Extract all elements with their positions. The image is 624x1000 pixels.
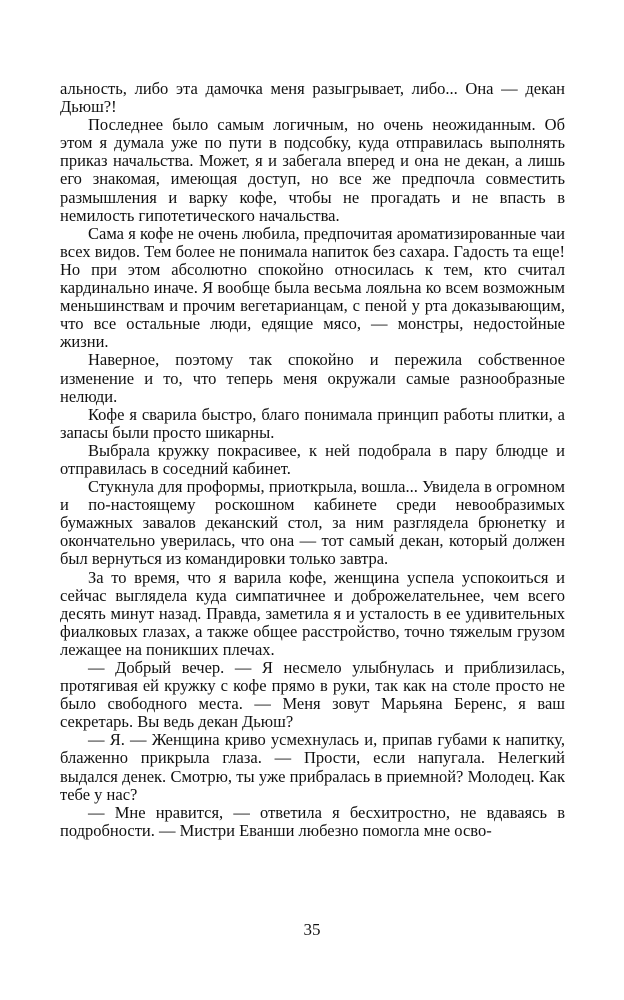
paragraph: — Мне нравится, — ответила я бесхитростно, не вдаваясь в подробности. — Мистри Еванши любезно помогла мне осво- bbox=[60, 802, 565, 840]
paragraph: Последнее было самым логичным, но очень неожиданным. Об этом я думала уже по пути в подсобку, куда отправилась выполнять приказ начальства. Может, я и забегала вперед и она не декан, а лишь его знакомая, имеющая доступ, но все же предпочла совместить размышления и варку кофе, чтобы не прогадать и не впасть в немилость гипотетического начальства. bbox=[60, 115, 565, 225]
paragraph: — Я. — Женщина криво усмехнулась и, припав губами к напитку, блаженно прикрыла глаза. — Прости, если напугала. Нелегкий выдался денек. Смотрю, ты уже прибралась в приемной? Молодец. Как тебе у нас? bbox=[60, 730, 565, 804]
book-page-text bbox=[60, 80, 565, 900]
page-number: 35 bbox=[303, 920, 321, 939]
paragraph: Стукнула для проформы, приоткрыла, вошла... Увидела в огромном и по-настоящему роскошном кабинете среди невообразимых бумажных завалов деканский стол, за ним разглядела брюнетку и окончательно уверилась, что она — тот самый декан, который должен был вернуться из командировки только завтра. bbox=[60, 477, 565, 569]
paragraph: Наверное, поэтому так спокойно и пережила собственное изменение и то, что теперь меня окружали самые разнообразные нелюди. bbox=[60, 350, 565, 406]
paragraph: Сама я кофе не очень любила, предпочитая ароматизированные чаи всех видов. Тем более не понимала напиток без сахара. Гадость та еще! Но при этом абсолютно спокойно относилась к тем, кто считал кардинально иначе. Я вообще была весьма лояльна ко всем возможным меньшинствам и прочим вегетарианцам, с пеной у рта доказывающим, что все остальные люди, едящие мясо, — монстры, недостойные жизни. bbox=[60, 223, 565, 352]
paragraph-continuation: альность, либо эта дамочка меня разыгрывает, либо... Она — декан Дьюш?! bbox=[60, 80, 565, 117]
paragraph: За то время, что я варила кофе, женщина успела успокоиться и сейчас выглядела куда симпатичнее и доброжелательнее, чем всего десять минут назад. Правда, заметила я и усталость в ее удивительных фиалковых глазах, а также общее расстройство, точно тяжелым грузом лежащее на поникших плечах. bbox=[60, 567, 565, 659]
paragraph: Кофе я сварила быстро, благо понимала принцип работы плитки, а запасы были просто шикарны. bbox=[60, 404, 565, 442]
paragraph: Выбрала кружку покрасивее, к ней подобрала в пару блюдце и отправилась в соседний кабинет. bbox=[60, 440, 565, 478]
paragraph: — Добрый вечер. — Я несмело улыбнулась и приблизилась, протягивая ей кружку с кофе прямо в руки, так как на столе просто не было свободного места. — Меня зовут Марьяна Беренс, я ваш секретарь. Вы ведь декан Дьюш? bbox=[60, 658, 565, 732]
